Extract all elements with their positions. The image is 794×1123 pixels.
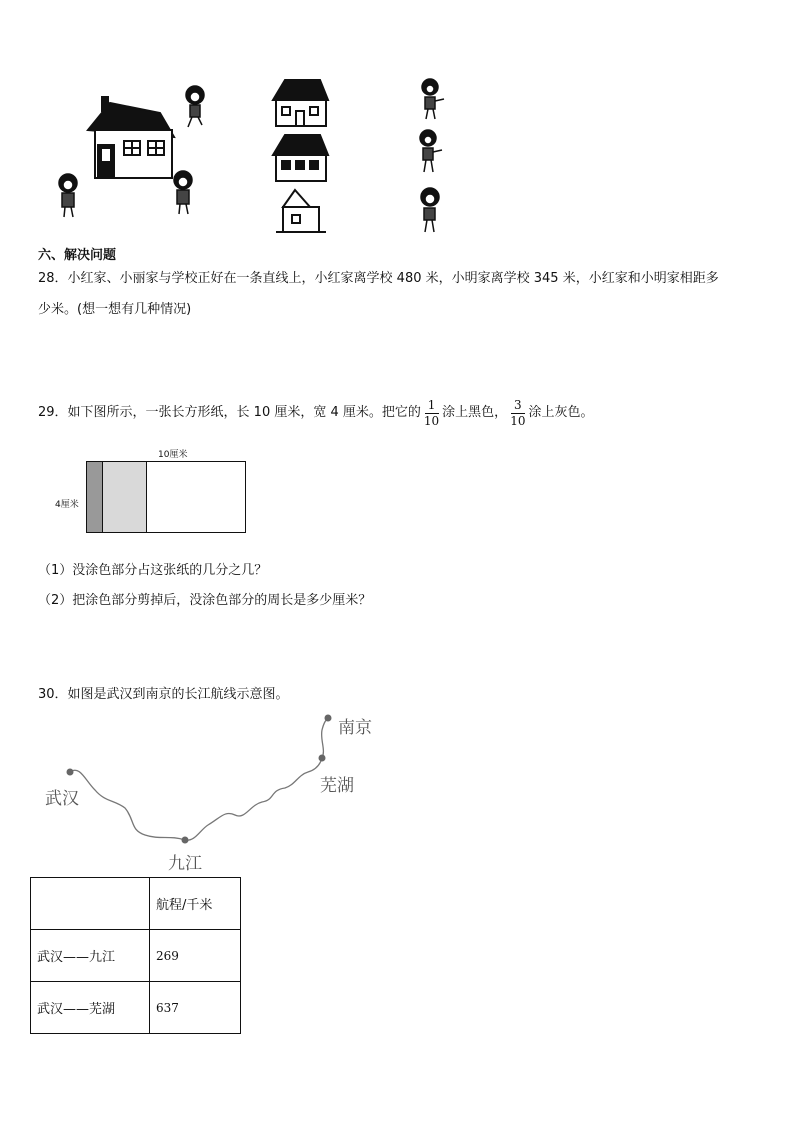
q29-end: 涂上灰色。 <box>528 405 594 420</box>
jiujiang-label: 九江 <box>168 854 202 874</box>
black-shaded-part <box>87 462 103 532</box>
gray-shaded-part <box>103 462 147 532</box>
big-house-icon <box>88 97 174 178</box>
child-icon <box>421 188 439 232</box>
q28-text-line2: 少米。(想一想有几种情况) <box>38 302 192 317</box>
wuhan-dot <box>67 769 74 776</box>
table-header-cell: 航程/千米 <box>150 878 241 930</box>
wuhan-label: 武汉 <box>45 789 79 809</box>
table-corner-cell <box>31 878 150 930</box>
q30-intro: 30．如图是武汉到南京的长江航线示意图。 <box>38 687 289 702</box>
wuhu-dot <box>319 755 326 762</box>
route-cell: 武汉——芜湖 <box>31 982 150 1034</box>
wuhu-label: 芜湖 <box>320 776 354 796</box>
fraction-denominator: 10 <box>510 413 526 428</box>
table-row <box>31 982 241 1034</box>
q29-sub2: （2）把涂色部分剪掉后，没涂色部分的周长是多少厘米？ <box>38 593 372 608</box>
route-cell: 武汉——九江 <box>31 930 150 982</box>
q29-question <box>38 396 593 430</box>
width-label: 4厘米 <box>55 500 79 510</box>
house-icon <box>276 190 326 232</box>
distance-cell: 637 <box>150 982 241 1034</box>
paper-rectangle <box>86 461 246 533</box>
table-header-row <box>31 878 241 930</box>
section-title: 六、解决问题 <box>38 248 117 263</box>
child-icon <box>59 174 77 217</box>
unshaded-part <box>147 462 245 532</box>
river-route-line <box>70 718 328 840</box>
house-icon <box>273 135 328 181</box>
table-row <box>31 930 241 982</box>
fraction-numerator: 1 <box>427 397 436 412</box>
q28-text-line1: 28．小红家、小丽家与学校正好在一条直线上，小红家离学校 480 米，小明家离学校 345 米，小红家和小明家相距多 <box>38 271 719 286</box>
child-icon <box>420 130 442 172</box>
length-label: 10厘米 <box>158 450 188 460</box>
child-icon <box>186 86 204 127</box>
q29-sub1: （1）没涂色部分占这张纸的几分之几？ <box>38 563 268 578</box>
fraction-numerator: 3 <box>514 397 522 412</box>
fraction-one-tenth <box>424 399 439 428</box>
houses-children-illustration <box>40 75 460 240</box>
nanjing-label: 南京 <box>338 718 372 738</box>
fraction-three-tenths <box>510 399 525 428</box>
q29-intro: 29．如下图所示，一张长方形纸，长 10 厘米，宽 4 厘米。把它的 <box>38 405 421 420</box>
jiujiang-dot <box>182 837 189 844</box>
house-icon <box>273 80 328 126</box>
nanjing-dot <box>325 715 332 722</box>
distance-cell: 269 <box>150 930 241 982</box>
fraction-denominator: 10 <box>423 413 440 428</box>
child-icon <box>174 171 192 214</box>
child-icon <box>422 79 444 119</box>
q29-mid: 涂上黑色， <box>442 405 508 420</box>
distance-table <box>30 877 241 1034</box>
